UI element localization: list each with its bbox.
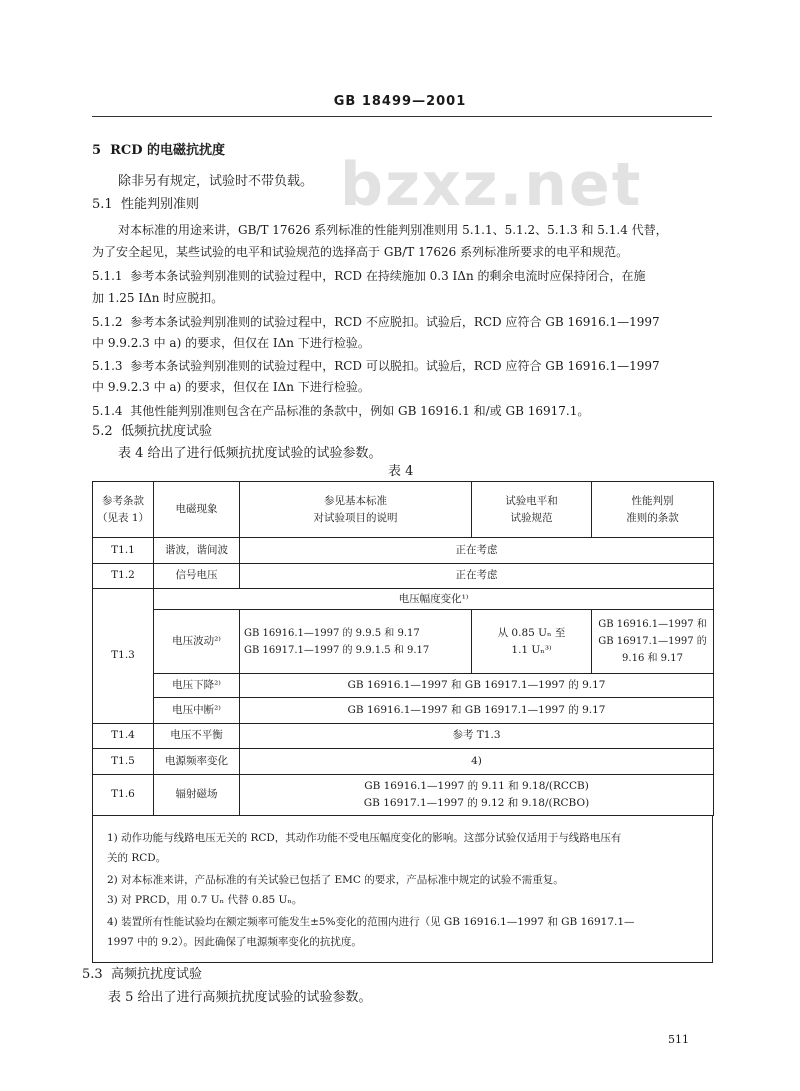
header-standard-line1: 参见基本标准 [324, 494, 387, 507]
section-5-title: RCD 的电磁抗扰度 [110, 143, 226, 158]
row-t15-ref: T1.5 [93, 749, 154, 774]
note-4-line2: 1997 中的 9.2）。因此确保了电源频率变化的抗扰度。 [107, 936, 362, 948]
section-5-1-title: 性能判别准则 [120, 197, 199, 212]
section-5-1-number: 5.1 [92, 197, 113, 212]
row-t14-value: 参考 T1.3 [240, 723, 714, 748]
voltage-fluctuation-standard [240, 610, 472, 674]
row-t13-ref: T1.3 [93, 589, 154, 724]
section-5-2-number: 5.2 [92, 424, 113, 439]
section-5-1-4-text: 其他性能判别准则包含在产品标准的条款中，例如 GB 16916.1 和/或 GB 16917.1。 [130, 404, 590, 418]
row-t16-ref: T1.6 [93, 774, 154, 815]
row-t16-value [240, 774, 714, 815]
note-3: 3) 对 PRCD，用 0.7 Uₙ 代替 0.85 Uₙ。 [107, 894, 303, 906]
voltage-fluctuation-criteria-line1: GB 16916.1—1997 和 [598, 619, 707, 631]
row-t12-phenomenon: 信号电压 [154, 563, 240, 588]
section-5-1-1-number: 5.1.1 [92, 269, 123, 283]
header-level-line2: 试验规范 [510, 511, 553, 524]
voltage-fluctuation-level-line1: 从 0.85 Uₙ 至 [497, 626, 566, 639]
voltage-fluctuation-standard-line2: GB 16917.1—1997 的 9.9.1.5 和 9.17 [244, 644, 430, 656]
section-5-1-4-line1 [92, 402, 589, 420]
page-number: 511 [668, 1033, 689, 1046]
row-t14-ref: T1.4 [93, 723, 154, 748]
section-5-1-heading [92, 196, 199, 214]
header-level-line1: 试验电平和 [505, 494, 558, 507]
header-standard [240, 482, 472, 538]
table-4-caption: 表 4 [388, 464, 414, 479]
section-5-heading [92, 142, 225, 160]
note-1-line2: 关的 RCD。 [107, 852, 167, 864]
row-t15-value: 4) [240, 749, 714, 774]
header-standard-line2: 对试验项目的说明 [313, 511, 398, 524]
section-5-3-heading [82, 966, 202, 984]
header-ref [93, 482, 154, 538]
row-t12-value: 正在考虑 [240, 563, 714, 588]
section-5-1-2-line2: 中 9.9.2.3 中 a) 的要求，但仅在 IΔn 下进行检验。 [92, 336, 370, 350]
voltage-dip-label: 电压下降²⁾ [154, 673, 240, 697]
watermark: bzxz.net [340, 150, 643, 220]
row-t11-value: 正在考虑 [240, 538, 714, 563]
table-row [93, 673, 714, 697]
voltage-fluctuation-criteria-line2: GB 16917.1—1997 的 [598, 636, 707, 648]
section-5-3-number: 5.3 [82, 967, 103, 982]
section-5-intro: 除非另有规定，试验时不带负载。 [118, 174, 314, 189]
table-row [93, 610, 714, 674]
voltage-fluctuation-standard-line1: GB 16916.1—1997 的 9.9.5 和 9.17 [244, 627, 420, 639]
section-5-1-1-line1 [92, 267, 646, 285]
voltage-fluctuation-level [472, 610, 592, 674]
table-row [93, 723, 714, 748]
section-5-1-1-text: 参考本条试验判别准则的试验过程中，RCD 在持续施加 0.3 IΔn 的剩余电流时应保持闭合，在施 [130, 269, 646, 283]
voltage-interruption-label: 电压中断²⁾ [154, 698, 240, 723]
voltage-dip-value: GB 16916.1—1997 和 GB 16917.1—1997 的 9.17 [240, 673, 714, 697]
table-row [93, 589, 714, 610]
table-row [93, 698, 714, 723]
section-5-number: 5 [92, 143, 102, 158]
voltage-fluctuation-criteria [592, 610, 714, 674]
voltage-fluctuation-level-line2: 1.1 Uₙ³⁾ [511, 643, 552, 656]
voltage-interruption-value: GB 16916.1—1997 和 GB 16917.1—1997 的 9.17 [240, 698, 714, 723]
header-ref-line1: 参考条款 [102, 494, 144, 507]
header-criteria [592, 482, 714, 538]
section-5-2-heading [92, 423, 212, 441]
section-5-1-2-text: 参考本条试验判别准则的试验过程中，RCD 不应脱扣。试验后，RCD 应符合 GB 16916.1—1997 [130, 315, 660, 329]
section-5-2-title: 低频抗扰度试验 [120, 424, 212, 439]
row-t16-phenomenon: 辐射磁场 [154, 774, 240, 815]
note-4-line1: 4) 装置所有性能试验均在额定频率可能发生±5%变化的范围内进行（见 GB 16916.1—1997 和 GB 16917.1— [107, 916, 635, 928]
section-5-1-body-line2: 为了安全起见，某些试验的电平和试验规范的选择高于 GB/T 17626 系列标准所要求的电平和规范。 [92, 245, 629, 259]
table-4-notes [92, 816, 713, 963]
section-5-1-3-text: 参考本条试验判别准则的试验过程中，RCD 可以脱扣。试验后，RCD 应符合 GB 16916.1—1997 [130, 359, 660, 373]
note-1-line1: 1) 动作功能与线路电压无关的 RCD，其动作功能不受电压幅度变化的影响。这部分试验仅适用于与线路电压有 [107, 832, 622, 844]
table-header-row [93, 482, 714, 538]
header-ref-line2: （见表 1） [97, 511, 150, 524]
table-4 [92, 481, 714, 816]
row-t16-value-line2: GB 16917.1—1997 的 9.12 和 9.18/(RCBO) [363, 796, 590, 809]
row-t16-value-line1: GB 16916.1—1997 的 9.11 和 9.18/(RCCB) [364, 779, 589, 792]
section-5-2-intro: 表 4 给出了进行低频抗扰度试验的试验参数。 [118, 446, 382, 461]
section-5-1-3-line2: 中 9.9.2.3 中 a) 的要求，但仅在 IΔn 下进行检验。 [92, 380, 370, 394]
section-5-1-body-line1: 对本标准的用途来讲，GB/T 17626 系列标准的性能判别准则用 5.1.1、5.1.2、5.1.3 和 5.1.4 代替， [118, 223, 668, 237]
note-2: 2) 对本标准来讲，产品标准的有关试验已包括了 EMC 的要求，产品标准中规定的试验不需重复。 [107, 874, 564, 886]
header-phenomenon: 电磁现象 [154, 482, 240, 538]
row-t11-ref: T1.1 [93, 538, 154, 563]
section-5-1-4-number: 5.1.4 [92, 404, 123, 418]
section-5-3-intro: 表 5 给出了进行高频抗扰度试验的试验参数。 [108, 990, 372, 1005]
header-level [472, 482, 592, 538]
header-rule [92, 116, 712, 117]
header-criteria-line1: 性能判别 [631, 494, 674, 507]
voltage-fluctuation-criteria-line3: 9.16 和 9.17 [622, 653, 683, 665]
table-row [93, 774, 714, 815]
row-t12-ref: T1.2 [93, 563, 154, 588]
section-5-1-2-line1 [92, 313, 660, 331]
table-row [93, 538, 714, 563]
table-row [93, 749, 714, 774]
section-5-3-title: 高频抗扰度试验 [110, 967, 202, 982]
header-criteria-line2: 准则的条款 [626, 511, 679, 524]
row-t11-phenomenon: 谐波，谐间波 [154, 538, 240, 563]
voltage-fluctuation-label: 电压波动²⁾ [154, 610, 240, 674]
page-header: GB 18499—2001 [333, 94, 467, 109]
table-row [93, 563, 714, 588]
section-5-1-3-number: 5.1.3 [92, 359, 123, 373]
section-5-1-3-line1 [92, 357, 660, 375]
row-t15-phenomenon: 电源频率变化 [154, 749, 240, 774]
row-t14-phenomenon: 电压不平衡 [154, 723, 240, 748]
section-5-1-1-line2: 加 1.25 IΔn 时应脱扣。 [92, 291, 224, 305]
voltage-variation-label: 电压幅度变化¹⁾ [154, 589, 714, 610]
section-5-1-2-number: 5.1.2 [92, 315, 123, 329]
